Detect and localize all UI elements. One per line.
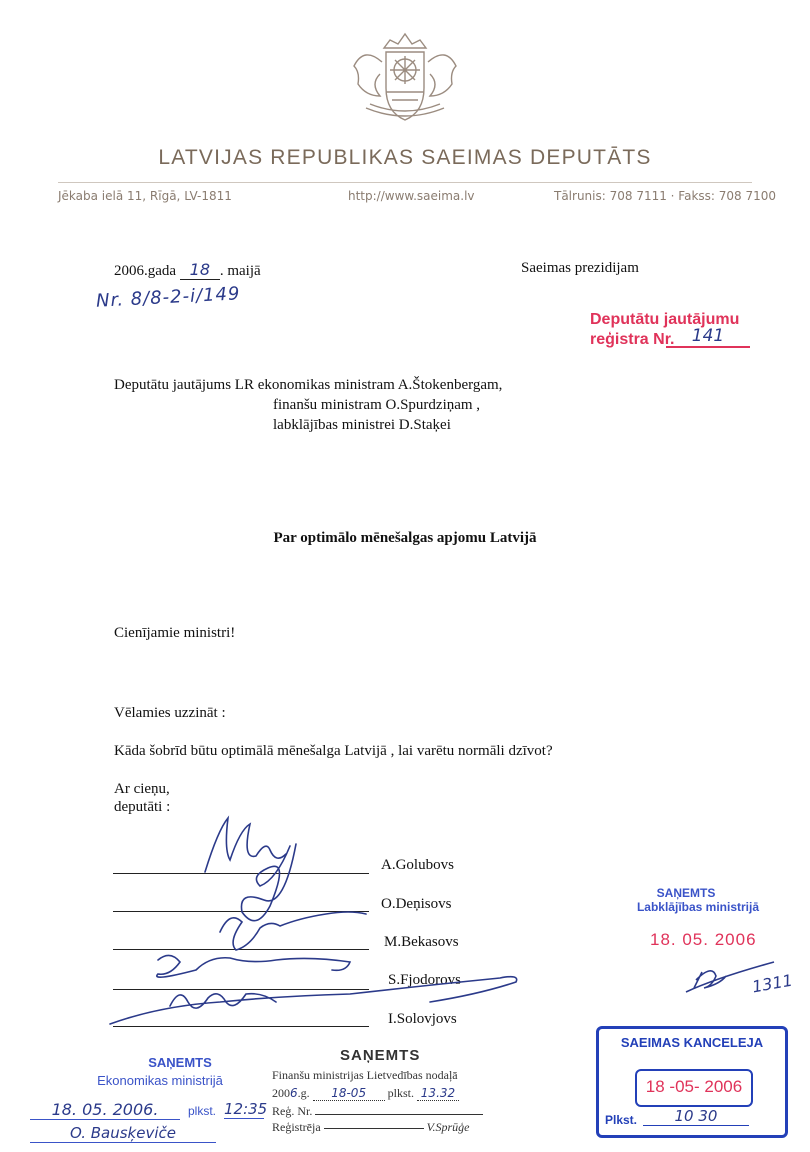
registry-stamp-number: 141 [666, 326, 750, 348]
signatory-3: M.Bekasovs [384, 934, 459, 950]
letterhead-title: LATVIJAS REPUBLIKAS SAEIMAS DEPUTĀTS [158, 146, 652, 169]
economy-stamp-date: 18. 05. 2006. [30, 1100, 180, 1120]
welfare-stamp-line2: Labklājības ministrijā [636, 900, 760, 914]
welfare-stamp-number: 1311 [750, 970, 795, 997]
coat-of-arms-emblem [340, 26, 470, 128]
finance-stamp-year-digit: 6 [290, 1086, 298, 1100]
finance-stamp-department: Finanšu ministrijas Lietvedības nodaļā [272, 1068, 458, 1082]
finance-stamp-time-label: plkst. [387, 1086, 414, 1100]
economy-stamp-time-label: plkst. [188, 1104, 217, 1118]
signatory-2: O.Deņisovs [381, 896, 452, 912]
kanceleja-stamp-date: 18 -05- 2006 [645, 1077, 743, 1096]
kanceleja-stamp-date-box [635, 1069, 753, 1107]
letterhead-divider [58, 182, 752, 183]
kanceleja-stamp [596, 1026, 788, 1138]
kanceleja-stamp-title: SAEIMAS KANCELEJA [620, 1035, 764, 1050]
finance-stamp-reg-row [272, 1104, 483, 1119]
addressee-line1: Deputātu jautājums LR ekonomikas ministram A.Štokenbergam, [114, 377, 503, 393]
finance-stamp-title: SAŅEMTS [340, 1047, 421, 1064]
finance-stamp-year-prefix: 200 [272, 1086, 290, 1100]
signatory-1: A.Golubovs [381, 857, 454, 873]
finance-stamp-registrar-label: Reģistrēja [272, 1120, 321, 1134]
salutation: Cienījamie ministri! [114, 625, 236, 641]
signature-bekasovs [220, 912, 366, 950]
body-paragraph-2: Kāda šobrīd būtu optimālā mēnešalga Latvijā , lai varētu normāli dzīvot? [114, 743, 553, 759]
economy-stamp-line2: Ekonomikas ministrijā [97, 1073, 223, 1088]
finance-stamp-g-label: .g. [297, 1086, 310, 1100]
closing-line2: deputāti : [114, 799, 171, 815]
economy-stamp-name: O. Bausķeviče [30, 1124, 216, 1143]
body-paragraph-1: Vēlamies uzzināt : [114, 705, 226, 721]
reference-number: Nr. 8/8-2-i/149 [95, 283, 241, 312]
handwritten-signatures [100, 810, 540, 1040]
date-prefix: 2006.gada [114, 263, 177, 279]
registry-stamp-line1: Deputātu jautājumu [590, 311, 740, 328]
finance-stamp-time: 13.32 [417, 1086, 459, 1101]
recipient: Saeimas prezidijam [521, 260, 639, 276]
welfare-stamp-signature [676, 952, 776, 996]
letterhead-phone-fax: Tālrunis: 708 7111 · Fakss: 708 7100 [554, 189, 777, 203]
finance-stamp-date-row [272, 1086, 459, 1101]
signature-solovjovs [110, 977, 517, 1024]
addressee-line3: labklājības ministrei D.Staķei [273, 417, 451, 433]
economy-stamp-time: 12:35 [224, 1100, 268, 1118]
finance-stamp-reg-label: Reģ. Nr. [272, 1104, 313, 1118]
finance-stamp-registrar-row [272, 1120, 469, 1135]
signature-golubovs [205, 818, 286, 872]
date-day: 18 [180, 260, 220, 280]
welfare-stamp-date: 18. 05. 2006 [650, 930, 757, 949]
signature-fjodorovs [157, 955, 350, 977]
economy-stamp-line1: SAŅEMTS [148, 1055, 212, 1070]
signatory-5: I.Solovjovs [388, 1011, 457, 1027]
registry-stamp-line2: reģistra Nr. [590, 331, 675, 348]
welfare-stamp-line1: SAŅEMTS [656, 886, 716, 900]
subject-heading: Par optimālo mēnešalgas apjomu Latvijā [273, 530, 537, 546]
kanceleja-stamp-time: 10 30 [643, 1107, 749, 1126]
closing-line1: Ar cieņu, [114, 781, 170, 797]
signatory-4: S.Fjodorovs [388, 972, 461, 988]
date-suffix: . maijā [219, 263, 261, 279]
letterhead-address: Jēkaba ielā 11, Rīgā, LV-1811 [58, 189, 232, 203]
addressee-line2: finanšu ministram O.Spurdziņam , [273, 397, 481, 413]
letterhead-website[interactable]: http://www.saeima.lv [348, 189, 475, 203]
finance-stamp-registrar: V.Sprūģe [426, 1120, 470, 1134]
finance-stamp-date: 18-05 [313, 1086, 385, 1101]
date-line [114, 260, 261, 280]
kanceleja-stamp-time-label: Plkst. [605, 1113, 638, 1127]
